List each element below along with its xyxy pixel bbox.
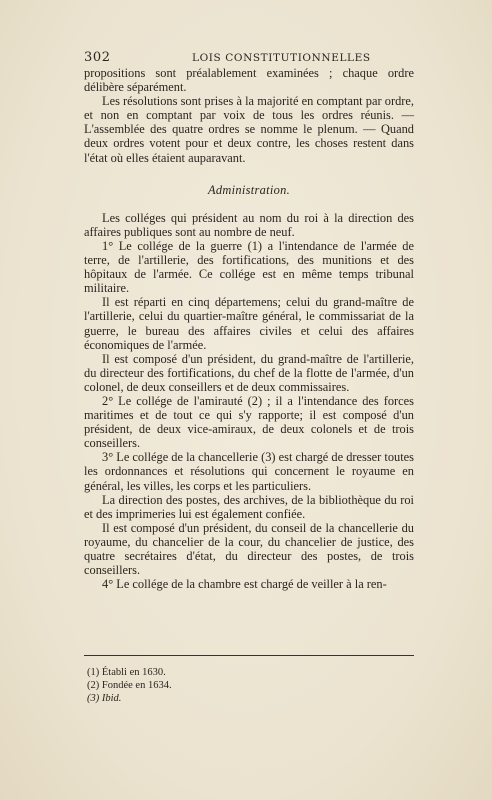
paragraph-continued: propositions sont préalablement examinées ; chaque ordre délibère séparément.	[84, 66, 414, 95]
footnote-divider	[84, 655, 414, 656]
footnote: (1) Établi en 1630.	[87, 667, 166, 678]
paragraph: Les colléges qui président au nom du roi à la direction des affaires publiques sont au nombre de neuf.	[84, 210, 414, 239]
paragraph: 4° Le collége de la chambre est chargé de veiller à la ren-	[102, 577, 387, 592]
paragraph: 1° Le collége de la guerre (1) a l'intendance de l'armée de terre, de l'artillerie, des fortifications, des munitions et des hôpitaux de l'armée. Ce collége est en même temps tribunal militaire.	[84, 238, 414, 296]
footnote: (2) Fondée en 1634.	[87, 680, 172, 691]
paragraph: 2° Le collége de l'amirauté (2) ; il a l'intendance des forces maritimes et de tout ce qui s'y rapporte; il est composé d'un président, de deux vice-amiraux, de deux colonels et de trois conseillers.	[84, 393, 414, 451]
running-title: LOIS CONSTITUTIONNELLES	[192, 52, 371, 64]
footnotes	[87, 666, 287, 705]
page-number: 302	[84, 50, 111, 65]
paragraph: Les résolutions sont prises à la majorité en comptant par ordre, et non en comptant par voix de tous les ordres réunis. — L'assemblée des quatre ordres se nomme le plenum. — Quand deux ordres votent pour et deux contre, les choses restent dans l'état où elles étaient auparavant.	[84, 94, 414, 165]
paragraph: Il est composé d'un président, du grand-maître de l'artillerie, du directeur des fortifications, du chef de la flotte de l'armée, d'un colonel, de deux conseillers et de deux commissaires.	[84, 351, 414, 394]
paragraph: Il est composé d'un président, du conseil de la chancellerie du royaume, du chancelier de la cour, du chancelier de justice, des quatre secrétaires d'état, du directeur des postes, de trois conseillers.	[84, 520, 414, 578]
paragraph: Il est réparti en cinq départemens; celui du grand-maître de l'artillerie, celui du quartier-maître général, le commissariat de la guerre, le bureau des affaires civiles et celui des affaires économiques de l'armée.	[84, 295, 414, 352]
page-body	[84, 66, 414, 591]
section-heading: Administration.	[208, 182, 290, 197]
paragraph: 3° Le collége de la chancellerie (3) est chargé de dresser toutes les ordonnances et résolutions qui concernent le royaume en général, les villes, les corps et les particuliers.	[84, 450, 414, 493]
paragraph: La direction des postes, des archives, de la bibliothèque du roi et des imprimeries lui est également confiée.	[84, 492, 414, 521]
footnote: (3) Ibid.	[87, 693, 122, 704]
